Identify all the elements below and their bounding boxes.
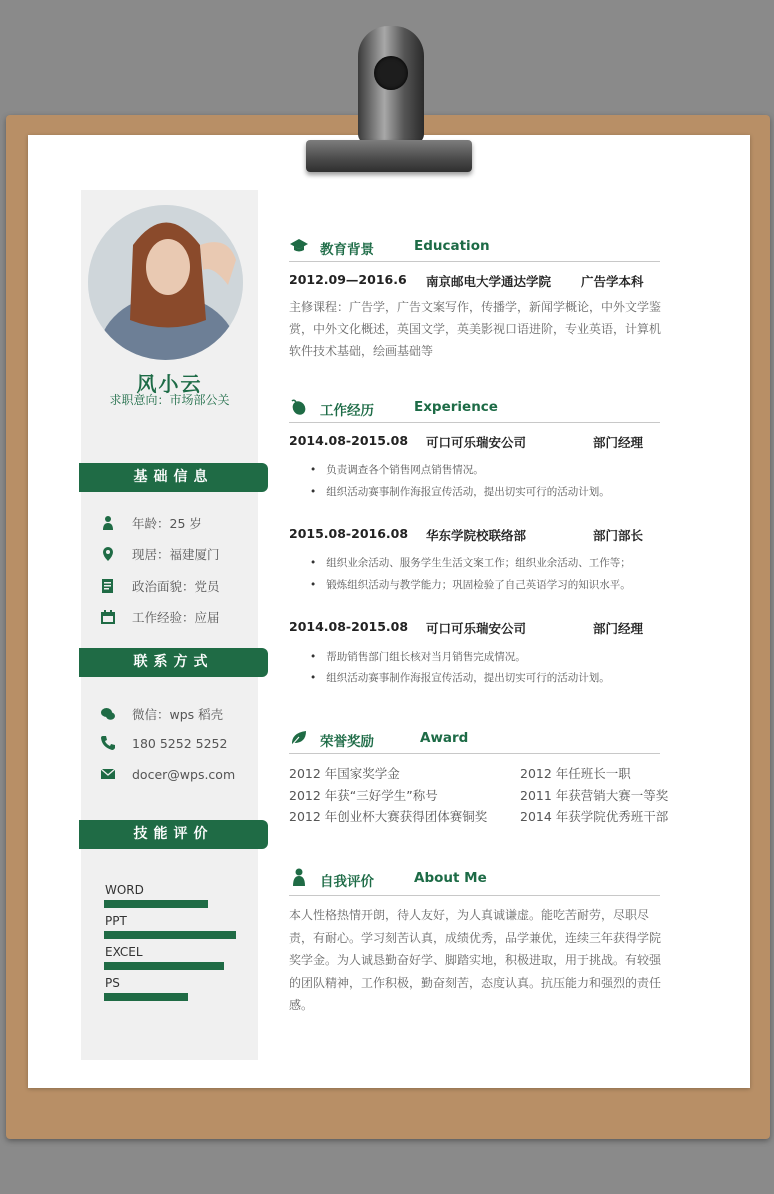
education-title-cn: 教育背景	[320, 242, 374, 258]
job-company: 华东学院校联络部	[426, 528, 527, 543]
job-company: 可口可乐瑞安公司	[426, 621, 527, 636]
skill-label-ppt: PPT	[105, 914, 127, 928]
job-period: 2015.08-2016.08	[289, 526, 409, 541]
phone-icon	[100, 735, 116, 751]
job-company: 可口可乐瑞安公司	[426, 435, 527, 450]
award-item: 2011 年获营销大赛一等奖	[520, 788, 669, 803]
job-duty: • 组织活动赛事制作海报宣传活动，提出切实可行的活动计划。	[310, 484, 610, 499]
skill-label-word: WORD	[105, 883, 144, 897]
job-role: 部门经理	[593, 621, 644, 636]
award-title-en: Award	[420, 730, 469, 746]
skills-header: 技能评价	[79, 820, 268, 849]
calendar-icon	[100, 609, 116, 625]
skill-bar-excel	[104, 962, 224, 970]
education-courses: 主修课程：广告学，广告文案写作，传播学，新闻学概论，中外文学鉴赏，中外文化概述，英国文学，英美影视口语进阶，专业英语，计算机软件技术基础，绘画基础等	[289, 300, 662, 358]
job-duty: • 帮助销售部门组长核对当月销售完成情况。	[310, 649, 526, 664]
award-divider	[289, 753, 660, 754]
graduation-cap-icon	[289, 237, 309, 255]
education-title-en: Education	[414, 238, 490, 254]
basic-info-header: 基础信息	[79, 463, 268, 492]
education-divider	[289, 261, 660, 262]
info-political: 政治面貌：党员	[100, 577, 220, 595]
contact-email[interactable]: docer@wps.com	[100, 766, 235, 782]
document-icon	[100, 578, 116, 594]
skill-bar-ps	[104, 993, 188, 1001]
about-title-cn: 自我评价	[320, 874, 374, 890]
candidate-name: 风小云	[136, 372, 203, 396]
skill-bar-ppt	[104, 931, 236, 939]
award-title-cn: 荣誉奖励	[320, 734, 374, 750]
job-duty: • 锻炼组织活动与教学能力；巩固检验了自己英语学习的知识水平。	[310, 577, 631, 592]
contact-phone[interactable]: 180 5252 5252	[100, 735, 227, 751]
job-duty: • 负责调查各个销售网点销售情况。	[310, 462, 484, 477]
job-period: 2014.08-2015.08	[289, 619, 409, 634]
job-role: 部门部长	[593, 528, 644, 543]
experience-title-en: Experience	[414, 399, 498, 415]
person-icon	[289, 868, 309, 886]
contact-wechat: 微信：wps 稻壳	[100, 705, 223, 723]
contact-header: 联系方式	[79, 648, 268, 677]
award-item: 2014 年获学院优秀班干部	[520, 809, 669, 824]
experience-title-cn: 工作经历	[320, 403, 374, 419]
skill-bar-word	[104, 900, 208, 908]
skill-label-ps: PS	[105, 976, 120, 990]
info-experience: 工作经验：应届	[100, 608, 220, 626]
about-text: 本人性格热情开朗，待人友好，为人真诚谦虚。能吃苦耐劳，尽职尽责，有耐心。学习刻苦认真，成绩优秀，品学兼优，连续三年获得学院奖学金。为人诚恳勤奋好学、脚踏实地，积极进取，用于挑战。有较强的团队精神，工作积极，勤奋刻苦，态度认真。抗压能力和强烈的责任感。	[289, 908, 662, 1012]
leaf-icon	[289, 729, 309, 747]
binder-clip-icon	[358, 26, 424, 144]
avatar	[88, 205, 243, 360]
about-divider	[289, 895, 660, 896]
education-degree: 广告学本科	[581, 274, 644, 289]
email-icon	[100, 766, 116, 782]
education-school: 南京邮电大学通达学院	[426, 274, 552, 289]
location-icon	[100, 546, 116, 562]
job-duty: • 组织活动赛事制作海报宣传活动，提出切实可行的活动计划。	[310, 670, 610, 685]
award-item: 2012 年国家奖学金	[289, 766, 400, 781]
mouse-icon	[289, 398, 309, 416]
binder-clip-base	[306, 140, 472, 172]
info-age: 年龄：25 岁	[100, 514, 202, 532]
job-duty: • 组织业余活动、服务学生生活文案工作；组织业余活动、工作等；	[310, 555, 631, 570]
education-period: 2012.09—2016.6	[289, 272, 407, 287]
skill-label-excel: EXCEL	[105, 945, 143, 959]
award-item: 2012 年创业杯大赛获得团体赛铜奖	[289, 809, 488, 824]
award-item: 2012 年任班长一职	[520, 766, 631, 781]
experience-divider	[289, 422, 660, 423]
job-intent: 求职意向：市场部公关	[109, 393, 230, 407]
about-title-en: About Me	[414, 870, 487, 886]
job-role: 部门经理	[593, 435, 644, 450]
info-residence: 现居：福建厦门	[100, 545, 220, 563]
award-item: 2012 年获“三好学生”称号	[289, 788, 438, 803]
person-icon	[100, 515, 116, 531]
job-period: 2014.08-2015.08	[289, 433, 409, 448]
wechat-icon	[100, 706, 116, 722]
